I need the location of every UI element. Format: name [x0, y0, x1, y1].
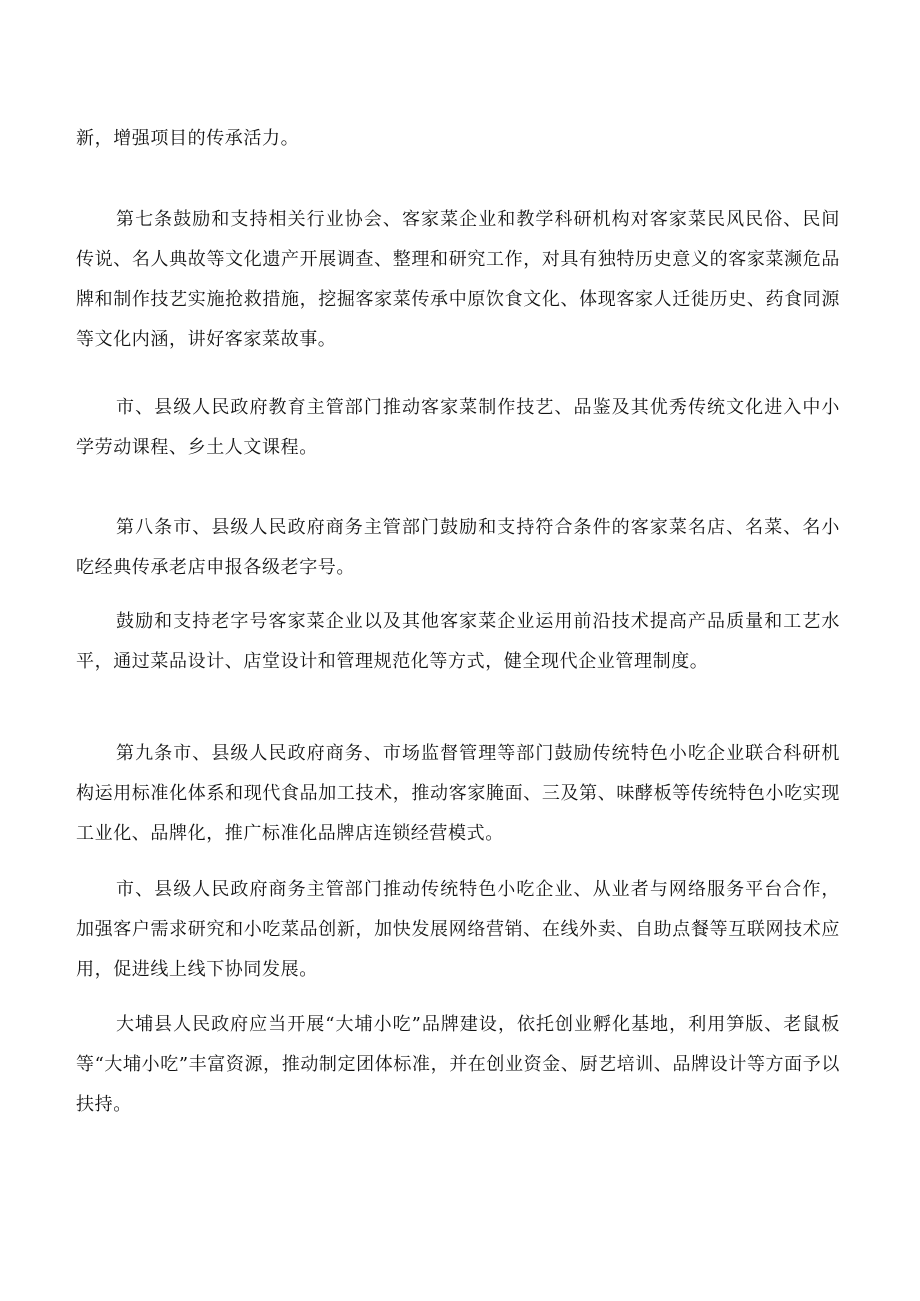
paragraph-article-9-online: 市、县级人民政府商务主管部门推动传统特色小吃企业、从业者与网络服务平台合作，加强客户需求研究和小吃菜品创新，加快发展网络营销、在线外卖、自助点餐等互联网技术应用，促进线上线下协同发展。	[76, 879, 840, 980]
paragraph-article-8-enterprise: 鼓励和支持老字号客家菜企业以及其他客家菜企业运用前沿技术提高产品质量和工艺水平，通过菜品设计、店堂设计和管理规范化等方式，健全现代企业管理制度。	[76, 611, 840, 672]
paragraph-continuation: 新，增强项目的传承活力。	[76, 128, 300, 149]
paragraph-article-9: 第九条市、县级人民政府商务、市场监督管理等部门鼓励传统特色小吃企业联合科研机构运用标准化体系和现代食品加工技术，推动客家腌面、三及第、味酵板等传统特色小吃实现工业化、品牌化，推广标准化品牌店连锁经营模式。	[76, 743, 840, 844]
paragraph-article-7-education: 市、县级人民政府教育主管部门推动客家菜制作技艺、品鉴及其优秀传统文化进入中小学劳动课程、乡土人文课程。	[76, 397, 840, 458]
paragraph-article-7: 第七条鼓励和支持相关行业协会、客家菜企业和教学科研机构对客家菜民风民俗、民间传说、名人典故等文化遗产开展调查、整理和研究工作，对具有独特历史意义的客家菜濒危品牌和制作技艺实施抢救措施，挖掘客家菜传承中原饮食文化、体现客家人迁徙历史、药食同源等文化内涵，讲好客家菜故事。	[76, 209, 840, 350]
paragraph-article-8: 第八条市、县级人民政府商务主管部门鼓励和支持符合条件的客家菜名店、名菜、名小吃经典传承老店申报各级老字号。	[76, 517, 840, 578]
paragraph-dabu-snacks: 大埔县人民政府应当开展“大埔小吃”品牌建设，依托创业孵化基地，利用笋版、老鼠板等“大埔小吃”丰富资源，推动制定团体标准，并在创业资金、厨艺培训、品牌设计等方面予以扶持。	[76, 1014, 840, 1115]
